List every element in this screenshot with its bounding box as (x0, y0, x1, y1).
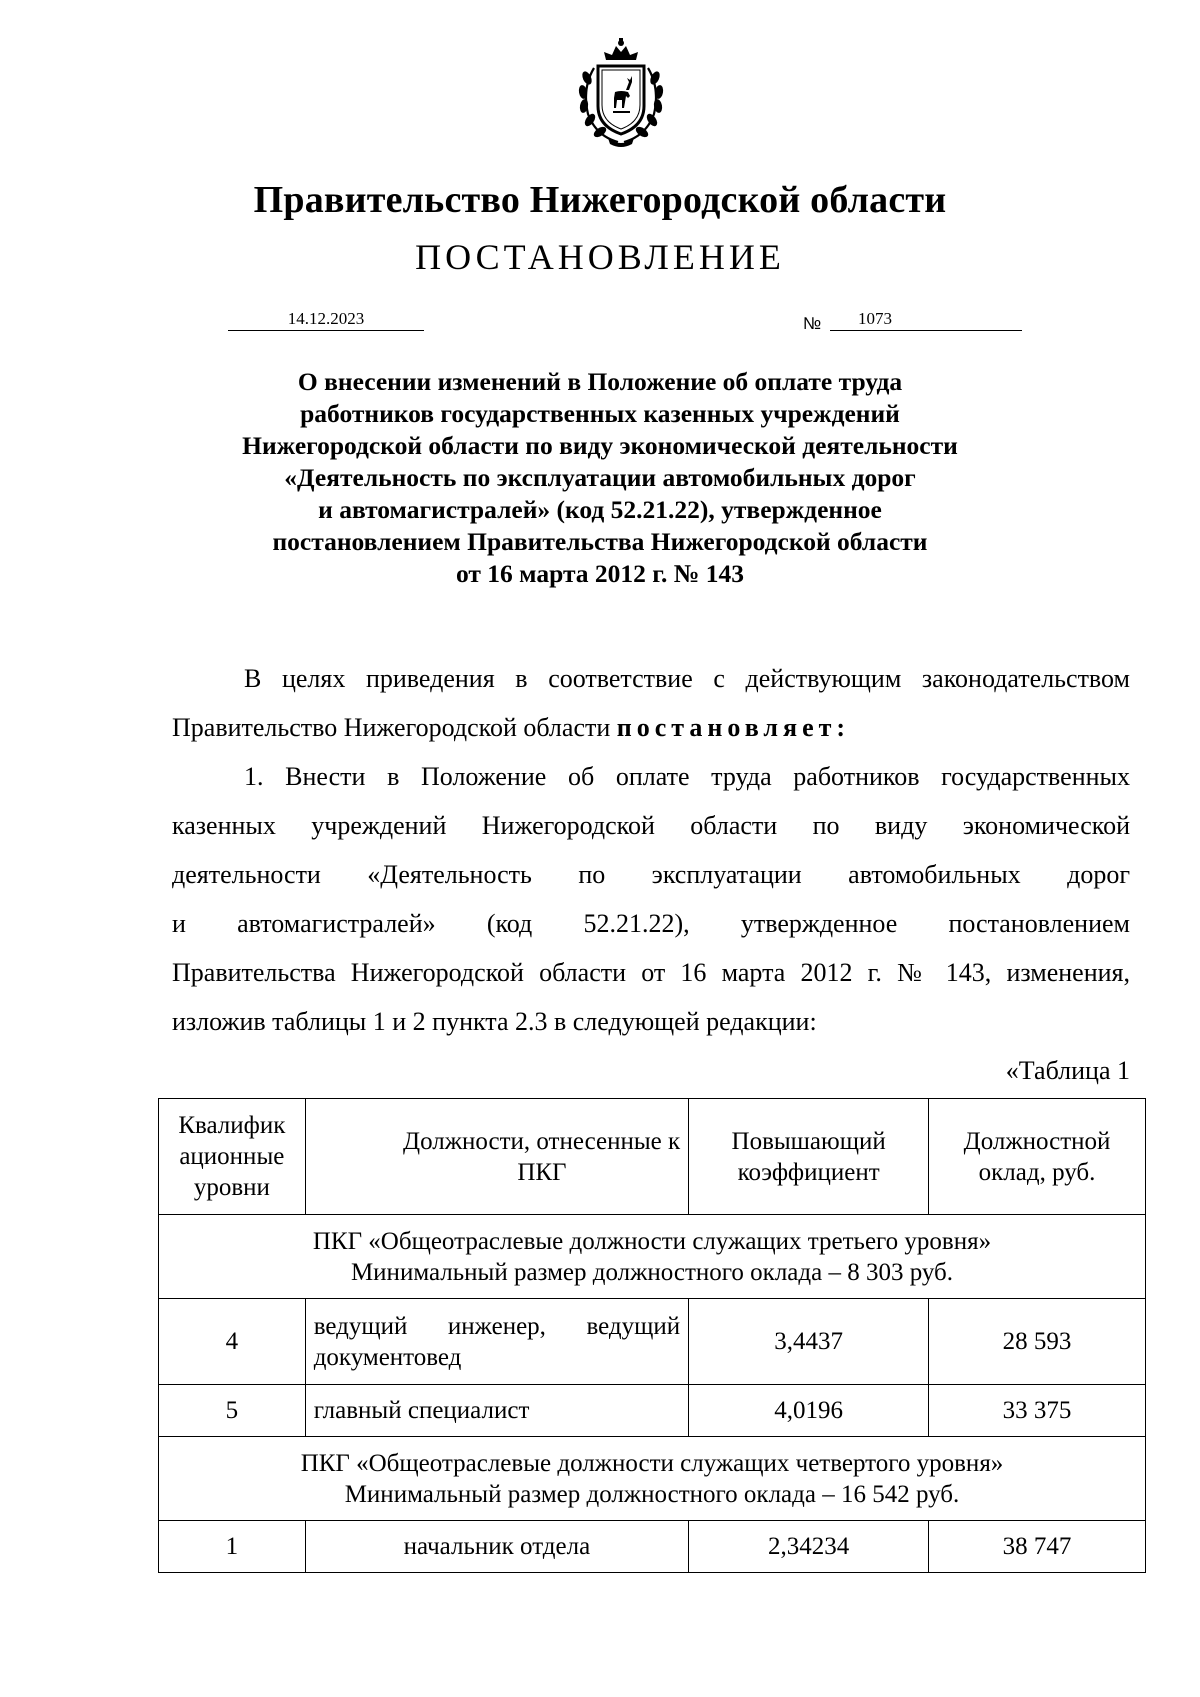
body-line-decree (172, 703, 1130, 752)
body-line: изложив таблицы 1 и 2 пункта 2.3 в следующей редакции: (172, 1007, 817, 1036)
cell-position (305, 1299, 688, 1385)
table-caption: «Таблица 1 (1005, 1056, 1130, 1085)
body-line: 1. Внести в Положение об оплате труда работников государственных (244, 762, 1130, 791)
group-cell (159, 1437, 1146, 1521)
decree-number: 1073 (858, 309, 892, 328)
position-text: документовед (313, 1343, 462, 1371)
group-row (159, 1437, 1146, 1521)
decree-word: постановляет: (616, 713, 851, 742)
subject-line: Нижегородской области по виду экономической деятельности (242, 431, 958, 460)
table-row (159, 1521, 1146, 1573)
coat-of-arms-emblem (568, 38, 674, 148)
subject-line: О внесении изменений в Положение об оплате труда (297, 367, 903, 396)
subject-line: постановлением Правительства Нижегородской области (272, 527, 928, 556)
cell-salary: 38 747 (929, 1521, 1146, 1573)
number-sign: № (803, 314, 822, 333)
subject-line: «Деятельность по эксплуатации автомобильных дорог (284, 463, 916, 492)
group-min-salary: Минимальный размер должностного оклада – 16 542 руб. (344, 1480, 960, 1508)
body-line: деятельности «Деятельность по эксплуатации автомобильных дорог (172, 860, 1130, 889)
decree-subject (150, 366, 1050, 590)
body-line: и автомагистралей» (код 52.21.22), утвержденное постановлением (172, 909, 1130, 938)
subject-line: работников государственных казенных учреждений (300, 399, 900, 428)
cell-salary: 28 593 (929, 1299, 1146, 1385)
cell-coefficient: 2,34234 (689, 1521, 929, 1573)
header-text: ПКГ (517, 1158, 567, 1186)
header-level (159, 1099, 306, 1215)
body-line: Правительства Нижегородской области от 16 марта 2012 г. № 143, изменения, (172, 958, 1130, 987)
salary-table (158, 1098, 1146, 1573)
header-text: коэффициент (737, 1158, 880, 1186)
header-text: оклад, руб. (978, 1158, 1096, 1186)
cell-coefficient: 4,0196 (689, 1385, 929, 1437)
group-title: ПКГ «Общеотраслевые должности служащих четвертого уровня» (300, 1449, 1004, 1477)
group-title: ПКГ «Общеотраслевые должности служащих третьего уровня» (312, 1227, 992, 1255)
cell-level: 4 (159, 1299, 306, 1385)
header-text: Квалифик (178, 1112, 286, 1139)
document-type: ПОСТАНОВЛЕНИЕ (415, 237, 785, 277)
header-coefficient (689, 1099, 929, 1215)
cell-coefficient: 3,4437 (689, 1299, 929, 1385)
cell-salary: 33 375 (929, 1385, 1146, 1437)
header-text: Повышающий (731, 1127, 886, 1155)
body-text: Правительство Нижегородской области (172, 713, 617, 742)
subject-line: от 16 марта 2012 г. № 143 (455, 559, 745, 588)
cell-level: 1 (159, 1521, 306, 1573)
body-line: В целях приведения в соответствие с действующим законодательством (244, 664, 1130, 693)
table-header-row (159, 1099, 1146, 1215)
table-row (159, 1385, 1146, 1437)
government-title: Правительство Нижегородской области (253, 179, 947, 221)
subject-line: и автомагистралей» (код 52.21.22), утвержденное (318, 495, 882, 524)
header-text: уровни (193, 1174, 270, 1201)
group-min-salary: Минимальный размер должностного оклада – 8 303 руб. (350, 1258, 954, 1286)
cell-level: 5 (159, 1385, 306, 1437)
decree-body (172, 654, 1130, 1095)
table-row (159, 1299, 1146, 1385)
cell-position: главный специалист (305, 1385, 688, 1437)
header-salary (929, 1099, 1146, 1215)
group-cell (159, 1215, 1146, 1299)
cell-position: начальник отдела (305, 1521, 688, 1573)
body-line: казенных учреждений Нижегородской области по виду экономической (172, 811, 1130, 840)
decree-date: 14.12.2023 (228, 308, 424, 331)
group-row (159, 1215, 1146, 1299)
header-text: ационные (179, 1143, 285, 1170)
header-position (305, 1099, 688, 1215)
header-text: Должности, отнесенные к (403, 1127, 681, 1155)
decree-number-field (830, 308, 1022, 331)
header-text: Должностной (963, 1127, 1111, 1155)
position-text: ведущий инженер, ведущий (313, 1312, 681, 1340)
